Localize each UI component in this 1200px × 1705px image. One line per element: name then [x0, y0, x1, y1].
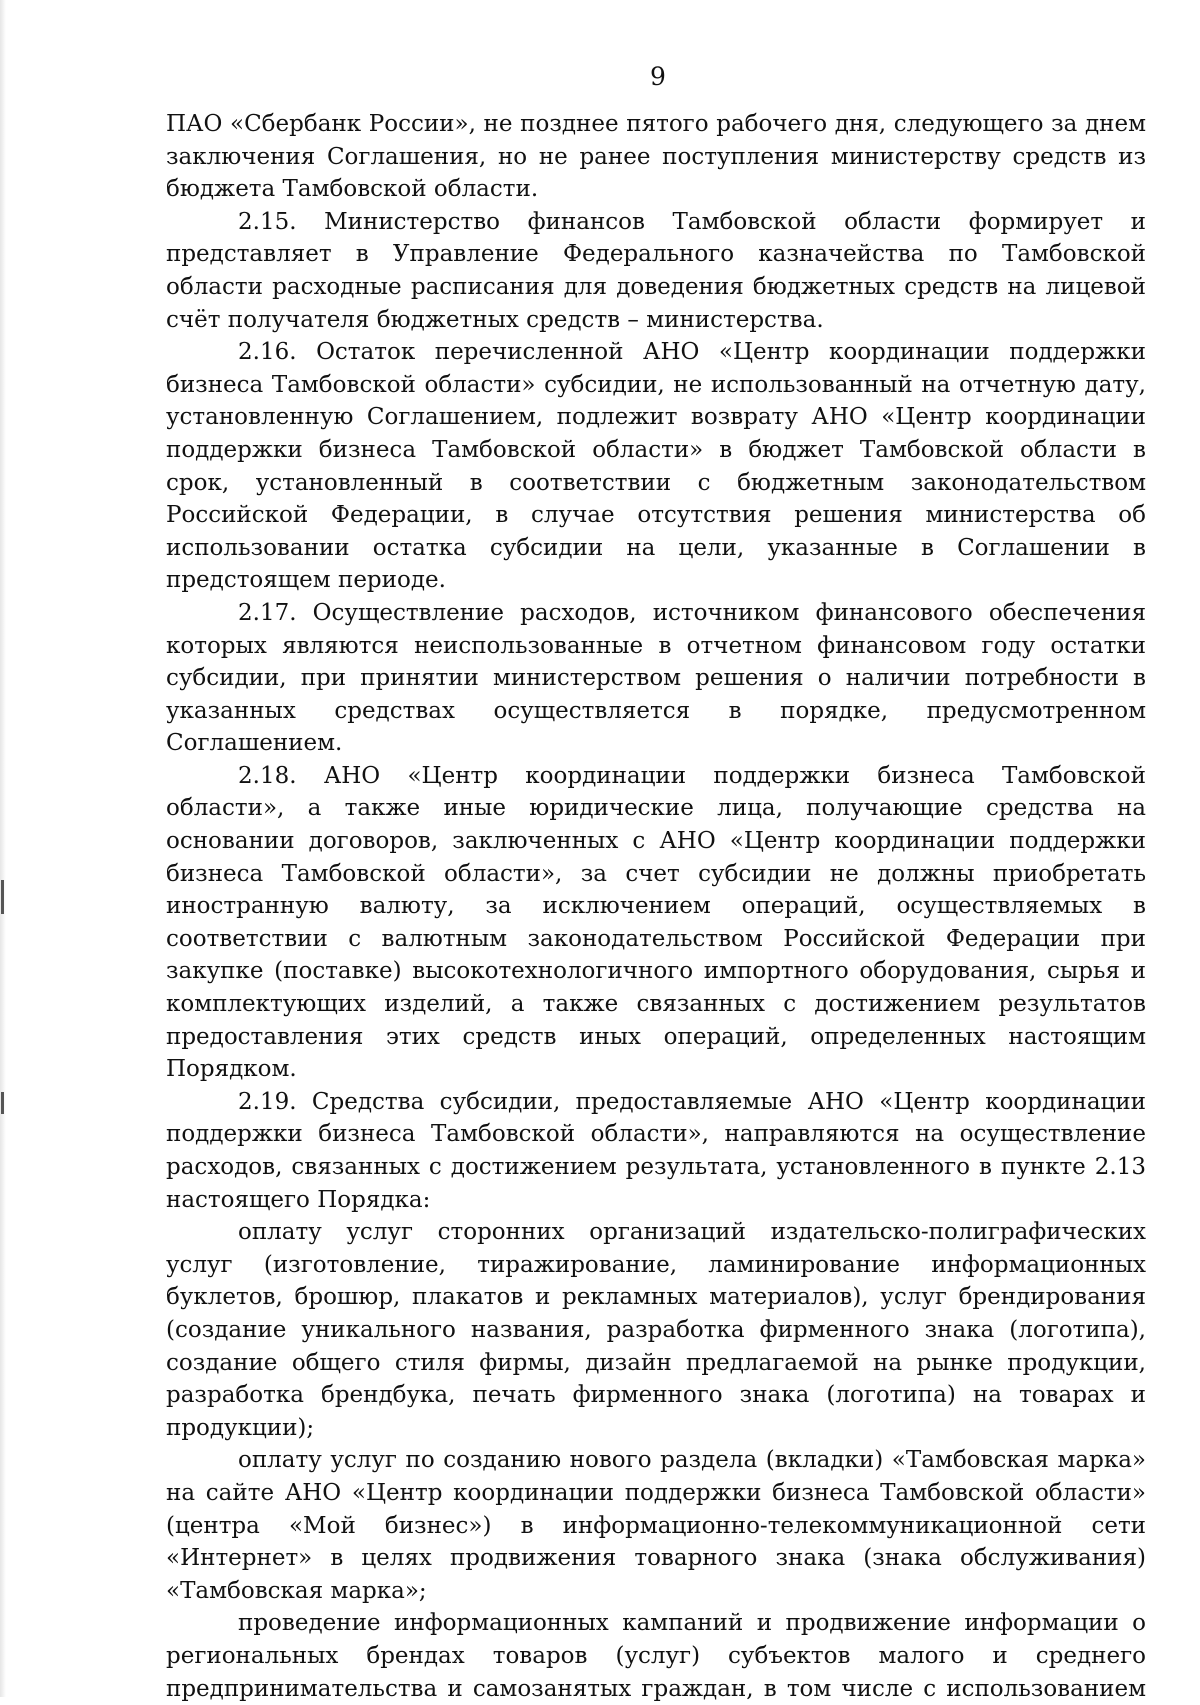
paragraph-2-18: 2.18. АНО «Центр координации поддержки бизнеса Тамбовской области», а также иные юридические лица, получающие средства на основании договоров, заключенных с АНО «Центр координации поддержки бизнеса Тамбовской области», за счет субсидии не должны приобретать иностранную валюту, за исключением операций, осуществляемых в соответствии с валютным законодательством Российской Федерации при закупке (поставке) высокотехнологичного импортного оборудования, сырья и комплектующих изделий, а также связанных с достижением результатов предоставления этих средств иных операций, определенных настоящим Порядком. [166, 762, 1146, 1083]
scan-artifact [1, 1092, 4, 1114]
scan-edge-shadow [0, 0, 6, 1697]
scan-artifact [1, 880, 4, 914]
paragraph-2-15: 2.15. Министерство финансов Тамбовской области формирует и представляет в Управление Федерального казначейства по Тамбовской области расходные расписания для доведения бюджетных средств на лицевой счёт получателя бюджетных средств – министерства. [166, 208, 1146, 333]
paragraph-2-19: 2.19. Средства субсидии, предоставляемые АНО «Центр координации поддержки бизнеса Тамбовской области», направляются на осуществление расходов, связанных с достижением результата, установленного в пункте 2.13 настоящего Порядка: [166, 1088, 1146, 1213]
document-body [166, 108, 1146, 1705]
page-number: 9 [650, 62, 666, 91]
list-item-website-section: оплату услуг по созданию нового раздела (вкладки) «Тамбовская марка» на сайте АНО «Центр координации поддержки бизнеса Тамбовской области» (центра «Мой бизнес») в информационно-телекоммуникационной сети «Интернет» в целях продвижения товарного знака (знака обслуживания) «Тамбовская марка»; [166, 1447, 1146, 1604]
paragraph-continuation: ПАО «Сбербанк России», не позднее пятого рабочего дня, следующего за днем заключения Соглашения, но не ранее поступления министерству средств из бюджета Тамбовской области. [166, 111, 1146, 203]
paragraph-2-16: 2.16. Остаток перечисленной АНО «Центр координации поддержки бизнеса Тамбовской области» субсидии, не использованный на отчетную дату, установленную Соглашением, подлежит возврату АНО «Центр координации поддержки бизнеса Тамбовской области» в бюджет Тамбовской области в срок, установленный в соответствии с бюджетным законодательством Российской Федерации, в случае отсутствия решения министерства об использовании остатка субсидии на цели, указанные в Соглашении в предстоящем периоде. [166, 339, 1146, 594]
paragraph-2-17: 2.17. Осуществление расходов, источником финансового обеспечения которых являются неиспользованные в отчетном финансовом году остатки субсидии, при принятии министерством решения о наличии потребности в указанных средствах осуществляется в порядке, предусмотренном Соглашением. [166, 599, 1146, 757]
list-item-info-campaigns: проведение информационных кампаний и продвижение информации о региональных брендах товаров (услуг) субъектов малого и среднего предпринимательства и самозанятых граждан, в том числе с использованием [166, 1610, 1146, 1702]
list-item-printing-services: оплату услуг сторонних организаций издательско-полиграфических услуг (изготовление, тиражирование, ламинирование информационных буклетов, брошюр, плакатов и рекламных материалов), услуг брендирования (создание уникального названия, разработка фирменного знака (логотипа), создание общего стиля фирмы, дизайн предлагаемой на рынке продукции, разработка брендбука, печать фирменного знака (логотипа) на товарах и продукции); [166, 1219, 1146, 1441]
